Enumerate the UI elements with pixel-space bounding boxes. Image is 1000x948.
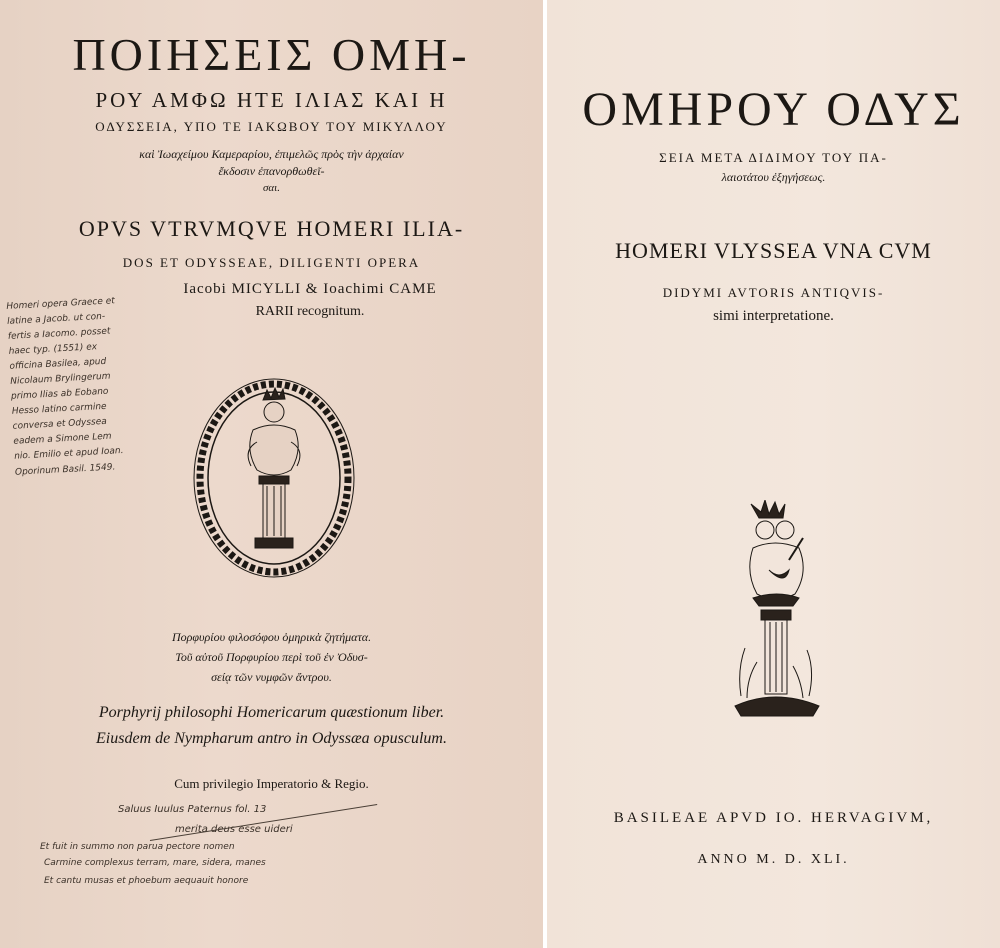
left-latin-title-line-1: OPVS VTRVMQVE HOMERI ILIA- — [78, 216, 465, 241]
right-greek-title-line-1: ΟΜΗΡΟΥ ΟΔΥΣ — [582, 83, 965, 136]
left-privilege: Cum privilegio Imperatorio & Regio. — [174, 776, 369, 791]
margin-note: haec typ. (1551) ex — [8, 342, 98, 357]
bottom-note: Et cantu musas et phoebum aequauit honore — [44, 876, 249, 886]
margin-note: Homeri opera Graece et — [6, 296, 116, 312]
left-greek-title-line-6: σαι. — [262, 182, 280, 194]
margin-note: latine a Jacob. ut con- — [6, 311, 106, 327]
left-latin-subtitle-line-1: Porphyrij philosophi Homericarum quæstionum liber. — [98, 704, 445, 721]
left-greek-title-line-1: ΠΟΙΗΣΕΙΣ ΟΜΗ- — [72, 29, 471, 80]
left-greek-subtitle-line-1: Πορφυρίου φιλοσόφου ὁμηρικὰ ζητήματα. — [171, 630, 372, 644]
bottom-note: merita deus esse uideri — [175, 824, 293, 835]
margin-note: Nicolaum Brylingerum — [10, 371, 111, 387]
left-greek-title-line-5: ἔκδοσιν ἐπανορθωθεῖ- — [218, 164, 325, 178]
right-latin-title-line-2: DIDYMI AVTORIS ANTIQVIS- — [662, 285, 885, 300]
right-imprint-line-1: BASILEAE APVD IO. HERVAGIVM, — [613, 810, 934, 826]
left-greek-title-line-2: ΡΟΥ ΑΜΦΩ ΗΤΕ ΙΛΙΑΣ ΚΑΙ Η — [95, 88, 448, 112]
left-latin-title-line-4: RARII recognitum. — [255, 304, 365, 319]
right-title-page — [547, 0, 1000, 948]
right-latin-title-line-3: simi interpretatione. — [713, 308, 834, 324]
margin-note: conversa et Odyssea — [12, 416, 108, 432]
left-greek-subtitle-line-3: σείᾳ τῶν νυμφῶν ἄντρου. — [211, 670, 332, 684]
right-imprint-line-2: ANNO M. D. XLI. — [697, 852, 850, 867]
right-latin-title-line-1: HOMERI VLYSSEA VNA CVM — [615, 238, 932, 263]
margin-note: fertis a Iacomo. posset — [7, 326, 111, 342]
margin-note: eadem a Simone Lem — [13, 431, 112, 447]
left-latin-title-line-2: DOS ET ODYSSEAE, DILIGENTI OPERA — [122, 255, 421, 270]
margin-note: Hesso latino carmine — [11, 401, 107, 417]
margin-note: primo Ilias ab Eobano — [10, 386, 109, 402]
left-greek-title-line-3: ΟΔΥΣΣΕΙΑ, ΥΠΟ ΤΕ ΙΑΚΩΒΟΥ ΤΟΥ ΜΙΚΥΛΛΟΥ — [95, 119, 448, 134]
bottom-note: Et fuit in summo non parua pectore nomen — [40, 842, 235, 852]
right-greek-title-line-3: λαιοτάτου ἐξηγήσεως. — [721, 170, 826, 184]
left-greek-title-line-4: καὶ Ἰωαχείμου Καμεραρίου, ἐπιμελῶς πρὸς τὴν ἀρχαίαν — [139, 147, 404, 161]
margin-note: nio. Emilio et apud Ioan. — [13, 445, 124, 462]
left-greek-subtitle-line-2: Τοῦ αὐτοῦ Πορφυρίου περὶ τοῦ ἐν Ὀδυσ- — [175, 650, 368, 664]
left-latin-subtitle-line-2: Eiusdem de Nympharum antro in Odyssæa opusculum. — [96, 730, 447, 747]
printer-device-wreath-icon — [193, 378, 355, 578]
bottom-note: Carmine complexus terram, mare, sidera, manes — [44, 858, 266, 868]
right-greek-title-line-2: ΣΕΙΑ ΜΕΤΑ ΔΙΔΙΜΟΥ ΤΟΥ ΠΑ- — [659, 150, 888, 165]
printer-device-herm-icon — [729, 500, 825, 726]
margin-note: Oporinum Basil. 1549. — [14, 462, 116, 478]
bottom-note: Saluus Iuulus Paternus fol. 13 — [118, 804, 267, 815]
margin-note: officina Basilea, apud — [9, 356, 107, 372]
left-latin-title-line-3: Iacobi MICYLLI & Ioachimi CAME — [183, 281, 437, 297]
